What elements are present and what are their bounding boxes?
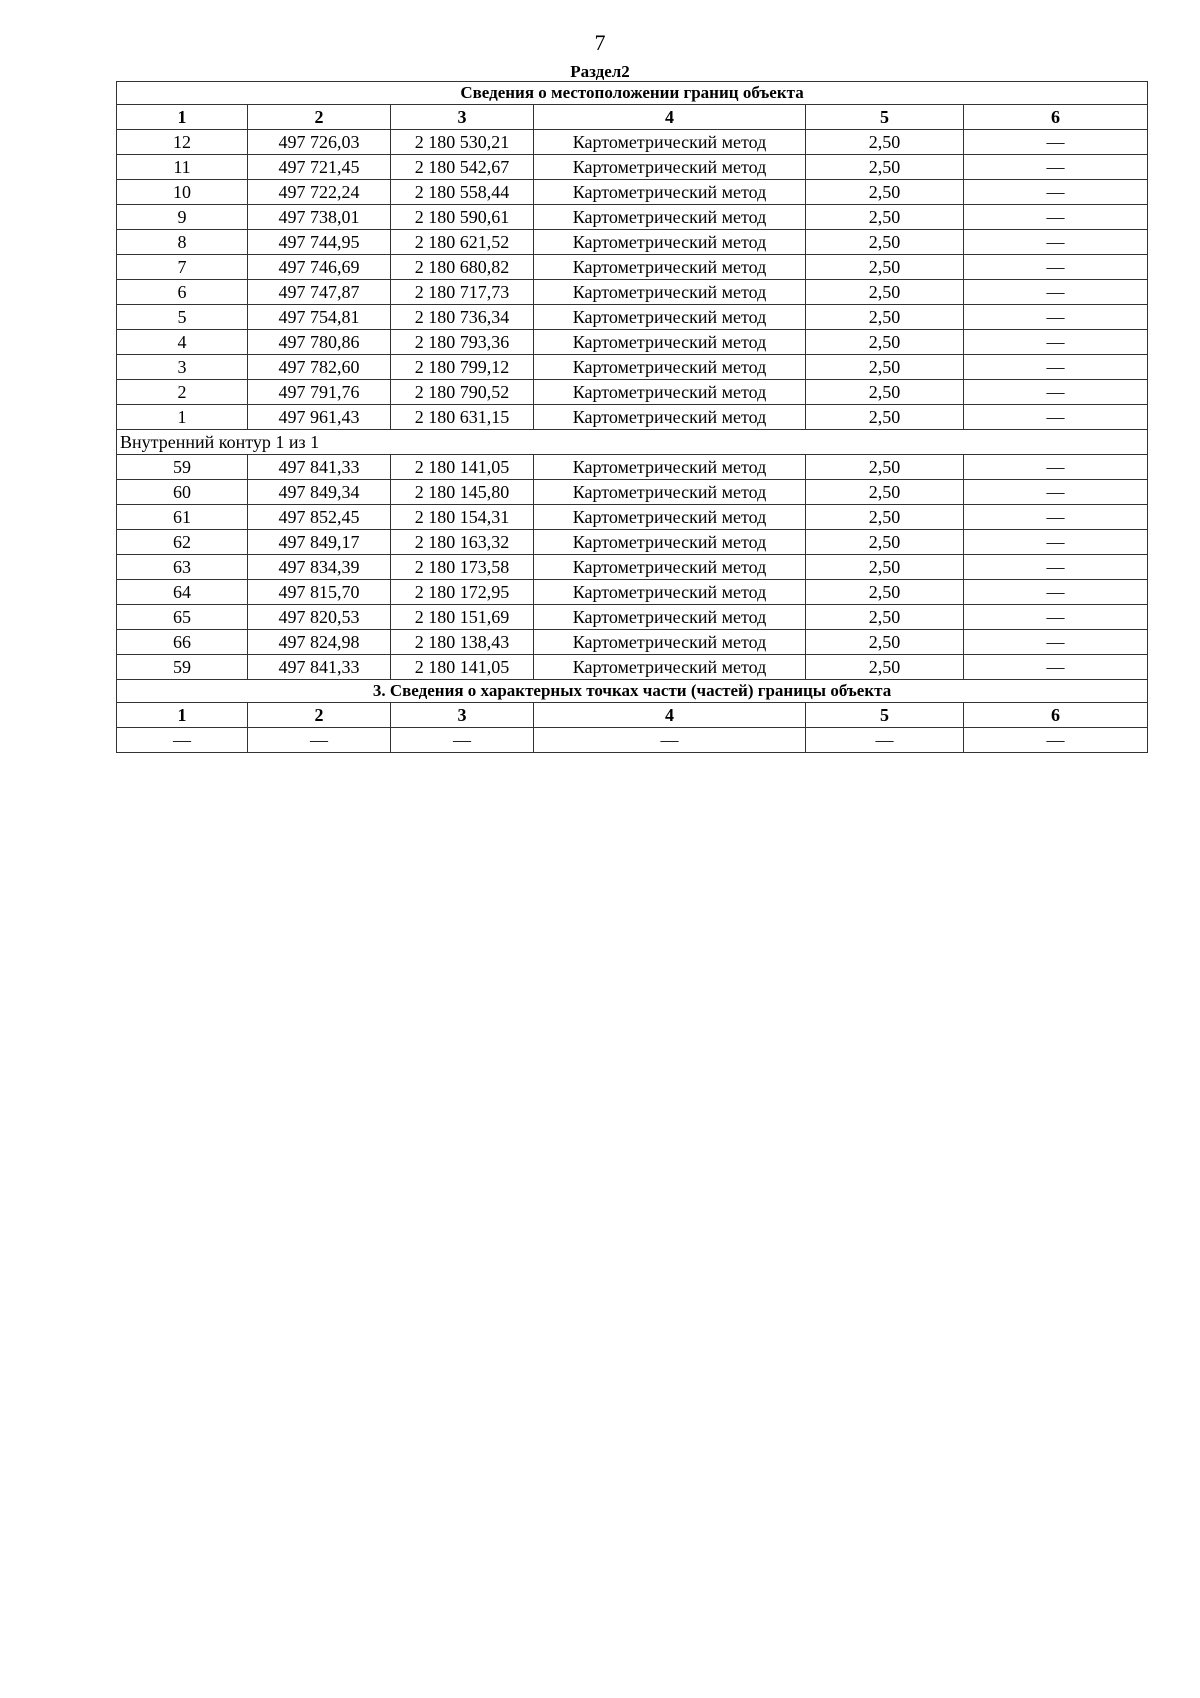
page-number: 7: [594, 30, 606, 55]
table-row: [117, 205, 1148, 230]
table-cell: 2 180 138,43: [391, 630, 534, 655]
table-cell: 1: [117, 703, 248, 728]
table-cell: 2,50: [806, 130, 964, 155]
table-cell: 2 180 141,05: [391, 655, 534, 680]
table-cell: —: [964, 255, 1148, 280]
table-cell: 2,50: [806, 205, 964, 230]
table-cell: —: [964, 355, 1148, 380]
table-row: [117, 380, 1148, 405]
table-cell: —: [964, 205, 1148, 230]
table-cell: 2: [248, 703, 391, 728]
table-cell: —: [964, 505, 1148, 530]
table-cell: —: [964, 180, 1148, 205]
table-cell: 2 180 542,67: [391, 155, 534, 180]
table-cell: —: [964, 728, 1148, 753]
table-cell: —: [964, 130, 1148, 155]
table-cell: —: [964, 655, 1148, 680]
table-cell: Картометрический метод: [534, 655, 806, 680]
table-cell: Картометрический метод: [534, 480, 806, 505]
table-cell: 7: [117, 255, 248, 280]
table-cell: 3: [117, 355, 248, 380]
table-cell: 66: [117, 630, 248, 655]
table-row: [117, 405, 1148, 430]
section-title: Раздел2: [570, 62, 630, 81]
table-cell: 497 961,43: [248, 405, 391, 430]
table-cell: 2,50: [806, 655, 964, 680]
table-cell: —: [806, 728, 964, 753]
table-cell: 2 180 631,15: [391, 405, 534, 430]
table-row: [117, 480, 1148, 505]
table-cell: 63: [117, 555, 248, 580]
table-cell: 2,50: [806, 330, 964, 355]
table-cell: Картометрический метод: [534, 380, 806, 405]
table-row: [117, 580, 1148, 605]
table-cell: 2: [248, 105, 391, 130]
table-cell: Картометрический метод: [534, 205, 806, 230]
table-cell: Картометрический метод: [534, 280, 806, 305]
table-cell: 5: [806, 105, 964, 130]
table-cell: —: [964, 605, 1148, 630]
table-cell: 5: [117, 305, 248, 330]
inner-contour-row: [117, 430, 1148, 455]
table-cell: 2 180 790,52: [391, 380, 534, 405]
table-cell: 10: [117, 180, 248, 205]
column-header-row: [117, 105, 1148, 130]
table-cell: —: [391, 728, 534, 753]
table-cell: 2,50: [806, 530, 964, 555]
table-cell: 497 841,33: [248, 655, 391, 680]
table-cell: 4: [534, 703, 806, 728]
table-cell: 4: [117, 330, 248, 355]
table-cell: 2 180 530,21: [391, 130, 534, 155]
table-title: Сведения о местоположении границ объекта: [117, 82, 1148, 105]
table-cell: Картометрический метод: [534, 180, 806, 205]
table-cell: 497 820,53: [248, 605, 391, 630]
table-cell: 2,50: [806, 380, 964, 405]
table-cell: —: [964, 155, 1148, 180]
table-cell: 2 180 793,36: [391, 330, 534, 355]
table-cell: 2 180 736,34: [391, 305, 534, 330]
table-cell: 2,50: [806, 605, 964, 630]
table-cell: —: [964, 405, 1148, 430]
table-row: [117, 605, 1148, 630]
table-cell: —: [964, 380, 1148, 405]
table-row: [117, 255, 1148, 280]
table-cell: 4: [534, 105, 806, 130]
table-row: [117, 355, 1148, 380]
table-cell: 497 747,87: [248, 280, 391, 305]
table-row: [117, 305, 1148, 330]
table-row: [117, 530, 1148, 555]
boundary-table-body: [117, 82, 1148, 753]
part-section-title-row: [117, 680, 1148, 703]
table-row: [117, 505, 1148, 530]
table-cell: 65: [117, 605, 248, 630]
table-row: [117, 655, 1148, 680]
table-cell: 2 180 558,44: [391, 180, 534, 205]
table-cell: Картометрический метод: [534, 130, 806, 155]
table-row: [117, 130, 1148, 155]
table-cell: 497 841,33: [248, 455, 391, 480]
table-cell: 2,50: [806, 555, 964, 580]
table-cell: 2 180 145,80: [391, 480, 534, 505]
part-column-header-row: [117, 703, 1148, 728]
table-cell: 497 852,45: [248, 505, 391, 530]
table-cell: 497 754,81: [248, 305, 391, 330]
table-cell: 497 780,86: [248, 330, 391, 355]
table-cell: —: [964, 580, 1148, 605]
table-cell: 2,50: [806, 580, 964, 605]
table-cell: 1: [117, 405, 248, 430]
table-cell: —: [964, 555, 1148, 580]
table-cell: Картометрический метод: [534, 605, 806, 630]
table-cell: —: [964, 480, 1148, 505]
table-row: [117, 555, 1148, 580]
table-cell: 497 849,17: [248, 530, 391, 555]
table-cell: Картометрический метод: [534, 630, 806, 655]
table-cell: 2 180 172,95: [391, 580, 534, 605]
table-cell: 2 180 621,52: [391, 230, 534, 255]
table-cell: 9: [117, 205, 248, 230]
boundary-table: [116, 81, 1148, 753]
table-cell: 60: [117, 480, 248, 505]
table-title-row: [117, 82, 1148, 105]
table-row: [117, 630, 1148, 655]
table-cell: —: [964, 230, 1148, 255]
table-cell: —: [964, 530, 1148, 555]
table-cell: 497 726,03: [248, 130, 391, 155]
table-cell: 2,50: [806, 155, 964, 180]
table-cell: 2 180 590,61: [391, 205, 534, 230]
table-cell: 2,50: [806, 505, 964, 530]
table-cell: 2,50: [806, 280, 964, 305]
table-cell: 2,50: [806, 630, 964, 655]
table-cell: Картометрический метод: [534, 330, 806, 355]
table-cell: —: [248, 728, 391, 753]
table-cell: 3: [391, 703, 534, 728]
table-cell: 59: [117, 655, 248, 680]
table-cell: 497 815,70: [248, 580, 391, 605]
table-cell: 2 180 717,73: [391, 280, 534, 305]
table-cell: Картометрический метод: [534, 405, 806, 430]
table-cell: 497 746,69: [248, 255, 391, 280]
table-cell: 2,50: [806, 355, 964, 380]
table-cell: 64: [117, 580, 248, 605]
table-cell: 62: [117, 530, 248, 555]
table-cell: 6: [964, 105, 1148, 130]
table-cell: —: [964, 455, 1148, 480]
table-cell: 2 180 141,05: [391, 455, 534, 480]
table-row: [117, 455, 1148, 480]
table-cell: 497 738,01: [248, 205, 391, 230]
table-row: [117, 180, 1148, 205]
table-cell: 1: [117, 105, 248, 130]
table-cell: Картометрический метод: [534, 355, 806, 380]
table-cell: 5: [806, 703, 964, 728]
table-cell: 6: [964, 703, 1148, 728]
table-cell: 497 782,60: [248, 355, 391, 380]
table-cell: Картометрический метод: [534, 580, 806, 605]
table-row: [117, 330, 1148, 355]
table-cell: 3: [391, 105, 534, 130]
part-section-title: 3. Сведения о характерных точках части (частей) границы объекта: [117, 680, 1148, 703]
table-cell: 59: [117, 455, 248, 480]
table-cell: 2,50: [806, 455, 964, 480]
table-cell: Картометрический метод: [534, 305, 806, 330]
table-cell: Картометрический метод: [534, 455, 806, 480]
table-cell: 497 834,39: [248, 555, 391, 580]
table-cell: 11: [117, 155, 248, 180]
table-cell: 2,50: [806, 480, 964, 505]
table-cell: —: [117, 728, 248, 753]
table-row: [117, 155, 1148, 180]
table-cell: —: [964, 630, 1148, 655]
table-cell: 8: [117, 230, 248, 255]
table-cell: 2,50: [806, 180, 964, 205]
table-row: [117, 280, 1148, 305]
table-cell: 2 180 151,69: [391, 605, 534, 630]
table-cell: 2,50: [806, 255, 964, 280]
table-cell: —: [534, 728, 806, 753]
table-cell: Картометрический метод: [534, 155, 806, 180]
table-row: [117, 230, 1148, 255]
table-cell: 2: [117, 380, 248, 405]
table-cell: 6: [117, 280, 248, 305]
table-cell: Картометрический метод: [534, 255, 806, 280]
table-cell: 2 180 154,31: [391, 505, 534, 530]
table-cell: 2 180 799,12: [391, 355, 534, 380]
table-cell: 497 849,34: [248, 480, 391, 505]
table-cell: 2 180 163,32: [391, 530, 534, 555]
table-cell: 2,50: [806, 305, 964, 330]
table-cell: 2,50: [806, 230, 964, 255]
table-cell: 497 824,98: [248, 630, 391, 655]
table-cell: Картометрический метод: [534, 530, 806, 555]
table-cell: 2,50: [806, 405, 964, 430]
table-cell: —: [964, 330, 1148, 355]
table-cell: Картометрический метод: [534, 230, 806, 255]
table-cell: 497 744,95: [248, 230, 391, 255]
table-cell: Картометрический метод: [534, 555, 806, 580]
table-cell: 61: [117, 505, 248, 530]
table-cell: 12: [117, 130, 248, 155]
table-cell: 497 722,24: [248, 180, 391, 205]
table-row: [117, 728, 1148, 753]
table-cell: —: [964, 305, 1148, 330]
table-cell: Картометрический метод: [534, 505, 806, 530]
table-cell: 2 180 680,82: [391, 255, 534, 280]
inner-contour-label: Внутренний контур 1 из 1: [117, 430, 1148, 455]
table-cell: 497 721,45: [248, 155, 391, 180]
table-cell: —: [964, 280, 1148, 305]
table-cell: 497 791,76: [248, 380, 391, 405]
table-cell: 2 180 173,58: [391, 555, 534, 580]
